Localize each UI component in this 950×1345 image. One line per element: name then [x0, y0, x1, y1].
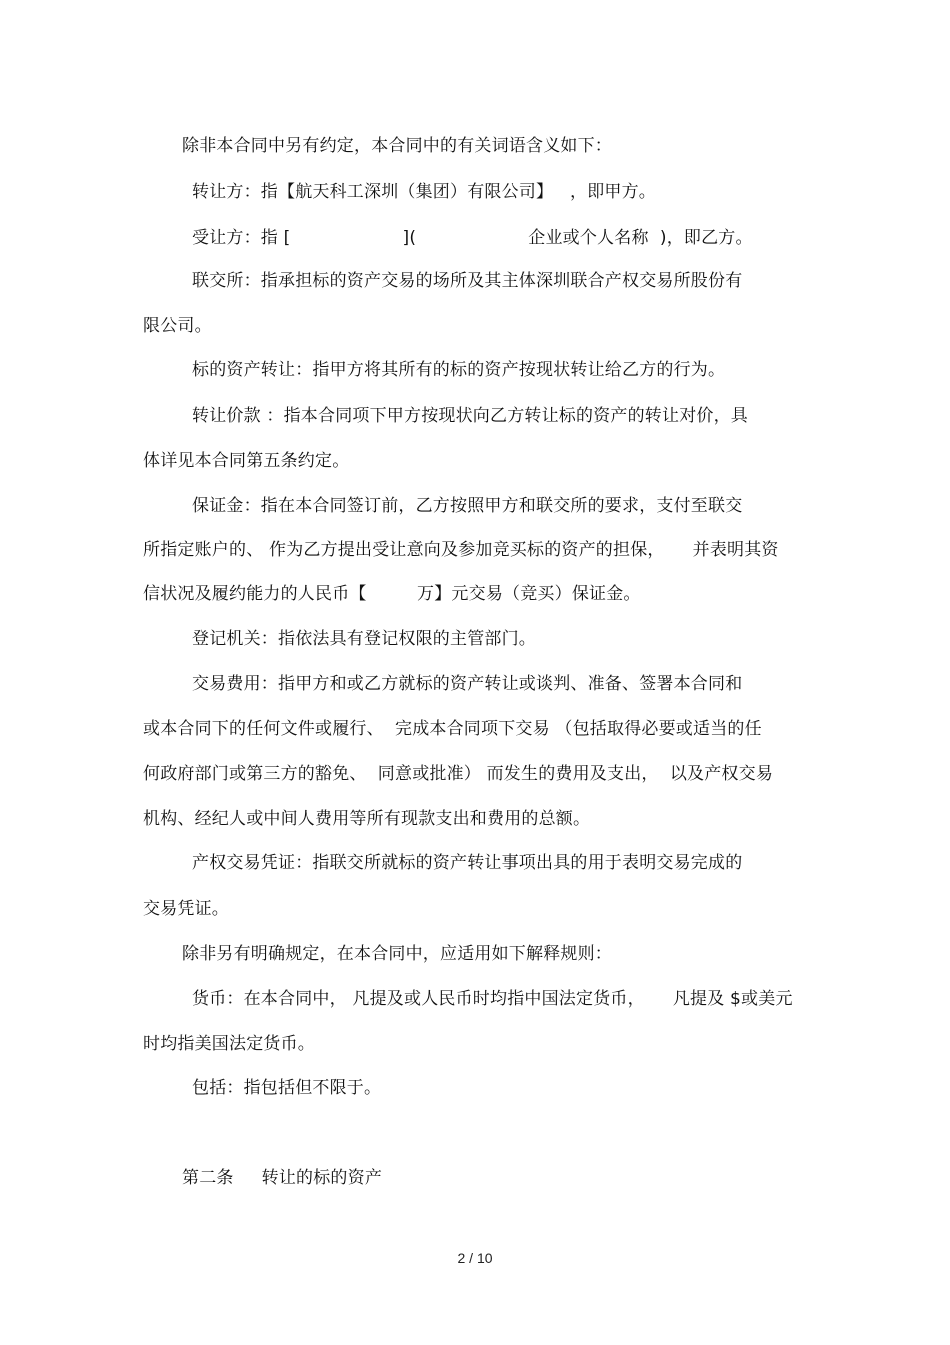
paragraph-interpretation-intro: 除非另有明确规定，在本合同中，应适用如下解释规则：	[182, 944, 612, 964]
rule-currency-line-2: 时均指美国法定货币。	[143, 1034, 315, 1054]
definition-transaction-fees-line-2: 或本合同下的任何文件或履行、 完成本合同项下交易 （包括取得必要或适当的任	[143, 719, 762, 739]
rule-currency-line-1: 货币：在本合同中， 凡提及或人民币时均指中国法定货币， 凡提及 $或美元	[192, 989, 793, 1009]
definition-transaction-certificate-line-1: 产权交易凭证：指联交所就标的资产转让事项出具的用于表明交易完成的	[192, 853, 743, 873]
definition-transaction-fees-line-1: 交易费用：指甲方和或乙方就标的资产转让或谈判、准备、签署本合同和	[192, 674, 743, 694]
definition-registration-authority: 登记机关：指依法具有登记权限的主管部门。	[192, 629, 536, 649]
definition-transaction-fees-line-4: 机构、经纪人或中间人费用等所有现款支出和费用的总额。	[143, 809, 591, 829]
definition-transaction-fees-line-3: 何政府部门或第三方的豁免、 同意或批准） 而发生的费用及支出， 以及产权交易	[143, 764, 774, 784]
definition-transferor: 转让方：指【航天科工深圳（集团）有限公司】 ，即甲方。	[192, 182, 657, 202]
definition-transfer-price-line-1: 转让价款 ：指本合同项下甲方按现状向乙方转让标的资产的转让对价，具	[192, 406, 749, 426]
definition-transferee: 受让方：指 [ ]( 企业或个人名称 )，即乙方。	[192, 228, 753, 248]
page-number: 2 / 10	[457, 1250, 493, 1266]
definition-transfer-price-line-2: 体详见本合同第五条约定。	[143, 451, 350, 471]
definition-asset-transfer: 标的资产转让：指甲方将其所有的标的资产按现状转让给乙方的行为。	[192, 360, 726, 380]
definition-deposit-line-3: 信状况及履约能力的人民币【 万】元交易（竞买）保证金。	[143, 584, 641, 604]
paragraph-definitions-intro: 除非本合同中另有约定，本合同中的有关词语含义如下：	[182, 136, 612, 156]
article-heading: 第二条 转让的标的资产	[182, 1168, 383, 1188]
definition-deposit-line-2: 所指定账户的、 作为乙方提出受让意向及参加竞买标的资产的担保， 并表明其资	[143, 540, 779, 560]
rule-including: 包括：指包括但不限于。	[192, 1078, 382, 1098]
definition-exchange-line-2: 限公司。	[143, 316, 212, 336]
definition-transaction-certificate-line-2: 交易凭证。	[143, 899, 229, 919]
definition-deposit-line-1: 保证金：指在本合同签订前，乙方按照甲方和联交所的要求，支付至联交	[192, 496, 743, 516]
definition-exchange-line-1: 联交所：指承担标的资产交易的场所及其主体深圳联合产权交易所股份有	[192, 271, 743, 291]
